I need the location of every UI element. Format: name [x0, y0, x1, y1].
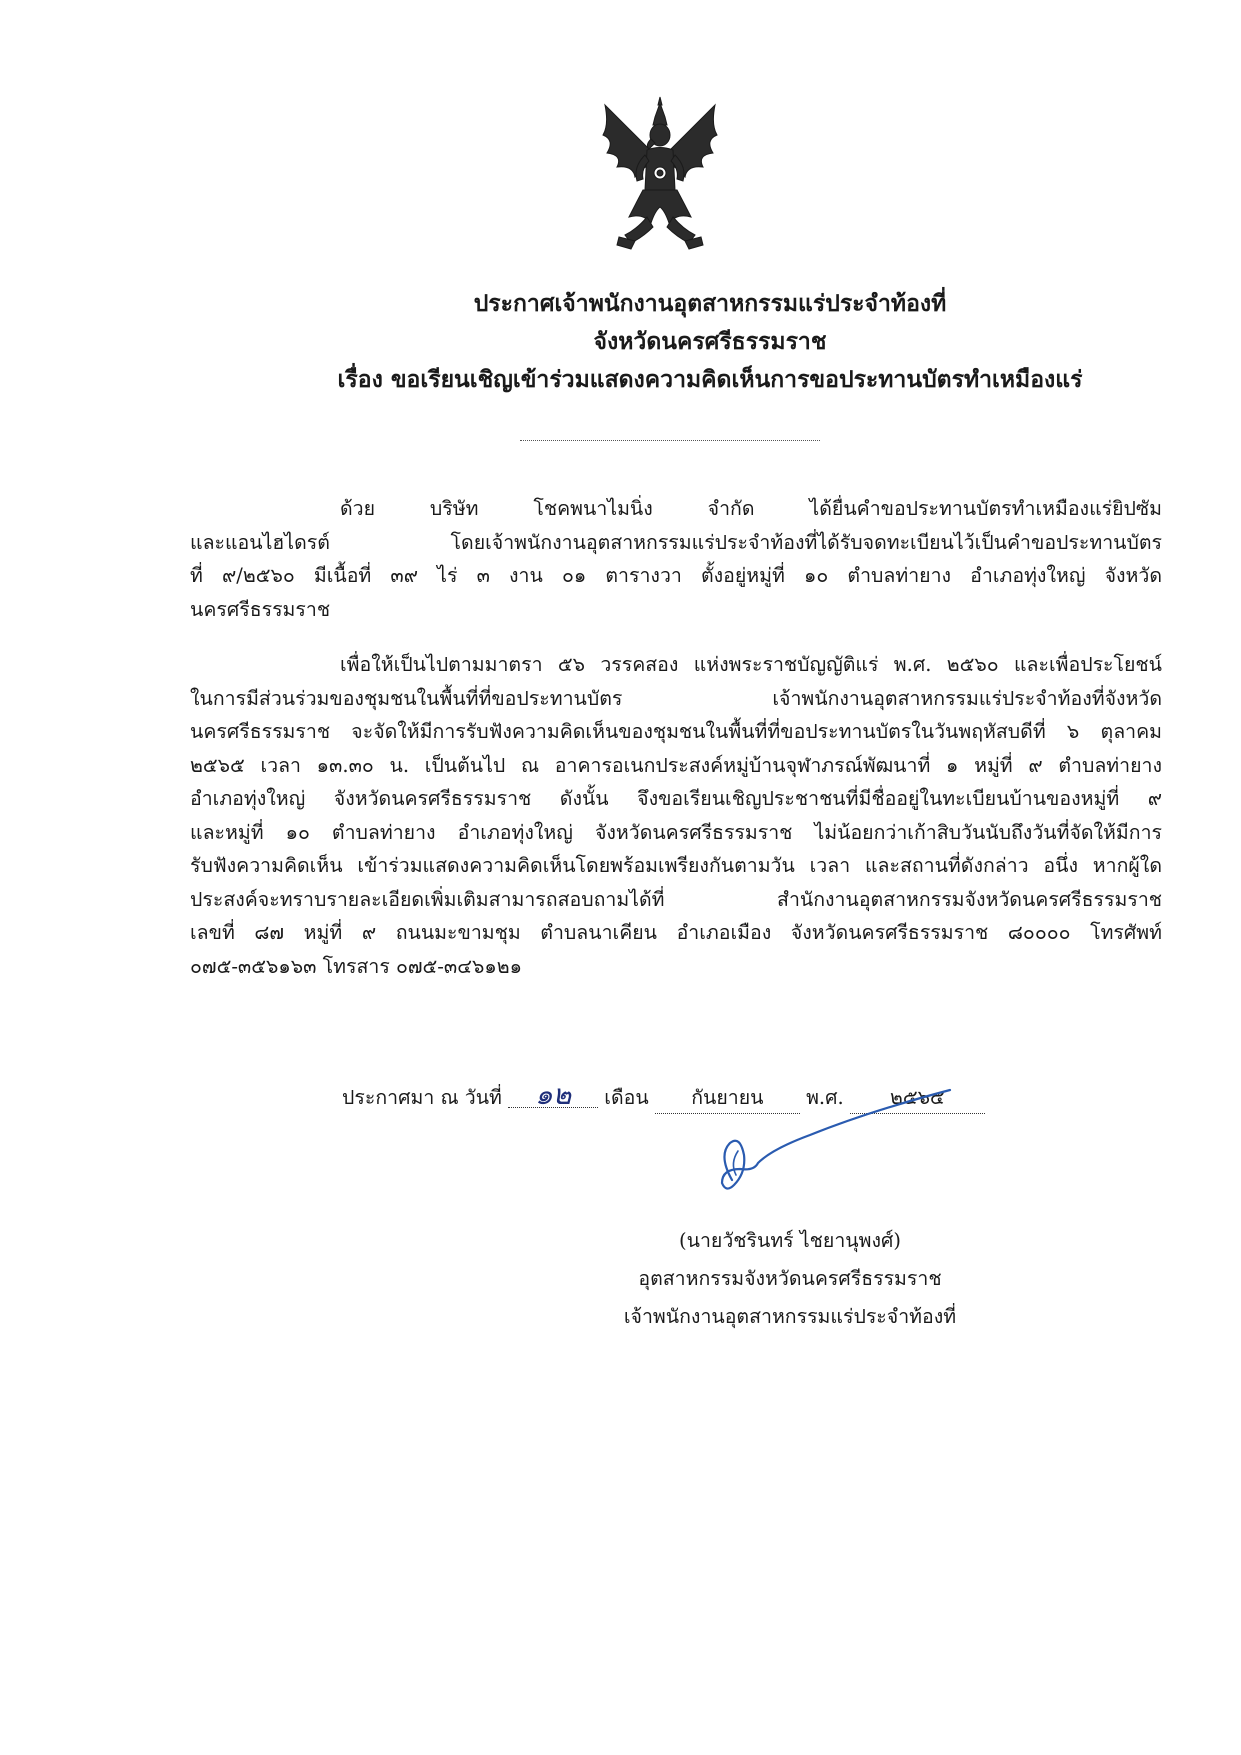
- signatory-name: (นายวัชรินทร์ ไชยานุพงศ์): [679, 1229, 901, 1252]
- paragraph-line: นครศรีธรรมราช: [190, 597, 331, 621]
- paragraph-line: ในการมีส่วนร่วมของชุมชนในพื้นที่ที่ขอประทานบัตร เจ้าพนักงานอุตสาหกรรมแร่ประจำท้องที่จังหวัด: [190, 686, 1162, 710]
- dateline-prefix: ประกาศมา ณ วันที่: [342, 1086, 502, 1109]
- paragraph-line: รับฟังความคิดเห็น เข้าร่วมแสดงความคิดเห็นโดยพร้อมเพรียงกันตามวัน เวลา และสถานที่ดังกล่าว อนึ่ง หากผู้ใด: [190, 854, 1162, 877]
- signatory-position: อุตสาหกรรมจังหวัดนครศรีธรรมราช: [638, 1267, 942, 1290]
- paragraph-line: และแอนไฮไดรต์ โดยเจ้าพนักงานอุตสาหกรรมแร่ประจำท้องที่ได้รับจดทะเบียนไว้เป็นคำขอประทานบัตร: [190, 530, 1162, 554]
- paragraph-line: เพื่อให้เป็นไปตามมาตรา ๕๖ วรรคสอง แห่งพระราชบัญญัติแร่ พ.ศ. ๒๕๖๐ และเพื่อประโยชน์: [340, 653, 1162, 676]
- paragraph-line: นครศรีธรรมราช จะจัดให้มีการรับฟังความคิดเห็นของชุมชนในพื้นที่ที่ขอประทานบัตรในวันพฤหัสบดีที่ ๖ ตุลาคม: [190, 720, 1162, 743]
- signatory-block: [560, 1222, 1020, 1336]
- paragraph-line: และหมู่ที่ ๑๐ ตำบลท่ายาง อำเภอทุ่งใหญ่ จังหวัดนครศรีธรรมราช ไม่น้อยกว่าเก้าสิบวันนับถึงวันที่จัดให้มีการ: [190, 820, 1162, 844]
- paragraph-invitation: [190, 648, 1162, 983]
- dateline-year: ๒๕๖๕: [850, 1082, 985, 1114]
- paragraph-line: ด้วย บริษัท โชคพนาไมนิ่ง จำกัด ได้ยื่นคำขอประทานบัตรทำเหมืองแร่ยิปซัม: [340, 497, 1162, 520]
- title-line-subject: เรื่อง ขอเรียนเชิญเข้าร่วมแสดงความคิดเห็นการขอประทานบัตรทำเหมืองแร่: [337, 366, 1083, 393]
- paragraph-line: ๐๗๕-๓๕๖๑๖๓ โทรสาร ๐๗๕-๓๔๖๑๒๑: [190, 954, 522, 978]
- paragraph-line: เลขที่ ๘๗ หมู่ที่ ๙ ถนนมะขามชุม ตำบลนาเคียน อำเภอเมือง จังหวัดนครศรีธรรมราช ๘๐๐๐๐ โทรศัพท์: [190, 921, 1162, 944]
- dateline-day: ๑๒: [508, 1083, 598, 1108]
- title-divider: [520, 440, 820, 441]
- paragraph-line: ที่ ๙/๒๕๖๐ มีเนื้อที่ ๓๙ ไร่ ๓ งาน ๐๑ ตารางวา ตั้งอยู่หมู่ที่ ๑๐ ตำบลท่ายาง อำเภอทุ่งใหญ่ จังหวัด: [190, 564, 1162, 587]
- dateline-year-label: พ.ศ.: [806, 1086, 844, 1109]
- handwritten-signature: [700, 1085, 980, 1235]
- title-line-authority: ประกาศเจ้าพนักงานอุตสาหกรรมแร่ประจำท้องที่: [473, 290, 947, 317]
- announcement-title: [150, 285, 1150, 399]
- dateline-month-label: เดือน: [604, 1086, 649, 1109]
- paragraph-application: [190, 492, 1162, 626]
- title-line-province: จังหวัดนครศรีธรรมราช: [593, 328, 827, 355]
- dateline-month: กันยายน: [655, 1082, 800, 1114]
- paragraph-line: ประสงค์จะทราบรายละเอียดเพิ่มเติมสามารถสอบถามได้ที่ สำนักงานอุตสาหกรรมจังหวัดนครศรีธรรมราช: [190, 887, 1162, 911]
- signatory-position: เจ้าพนักงานอุตสาหกรรมแร่ประจำท้องที่: [623, 1305, 957, 1328]
- garuda-emblem-icon: [595, 95, 725, 255]
- paragraph-line: ๒๕๖๕ เวลา ๑๓.๓๐ น. เป็นต้นไป ณ อาคารอเนกประสงค์หมู่บ้านจุฬาภรณ์พัฒนาที่ ๑ หมู่ที่ ๙ ตำบลท่ายาง: [190, 753, 1162, 777]
- paragraph-line: อำเภอทุ่งใหญ่ จังหวัดนครศรีธรรมราช ดังนั้น จึงขอเรียนเชิญประชาชนที่มีชื่ออยู่ในทะเบียนบ้านของหมู่ที่ ๙: [190, 787, 1162, 810]
